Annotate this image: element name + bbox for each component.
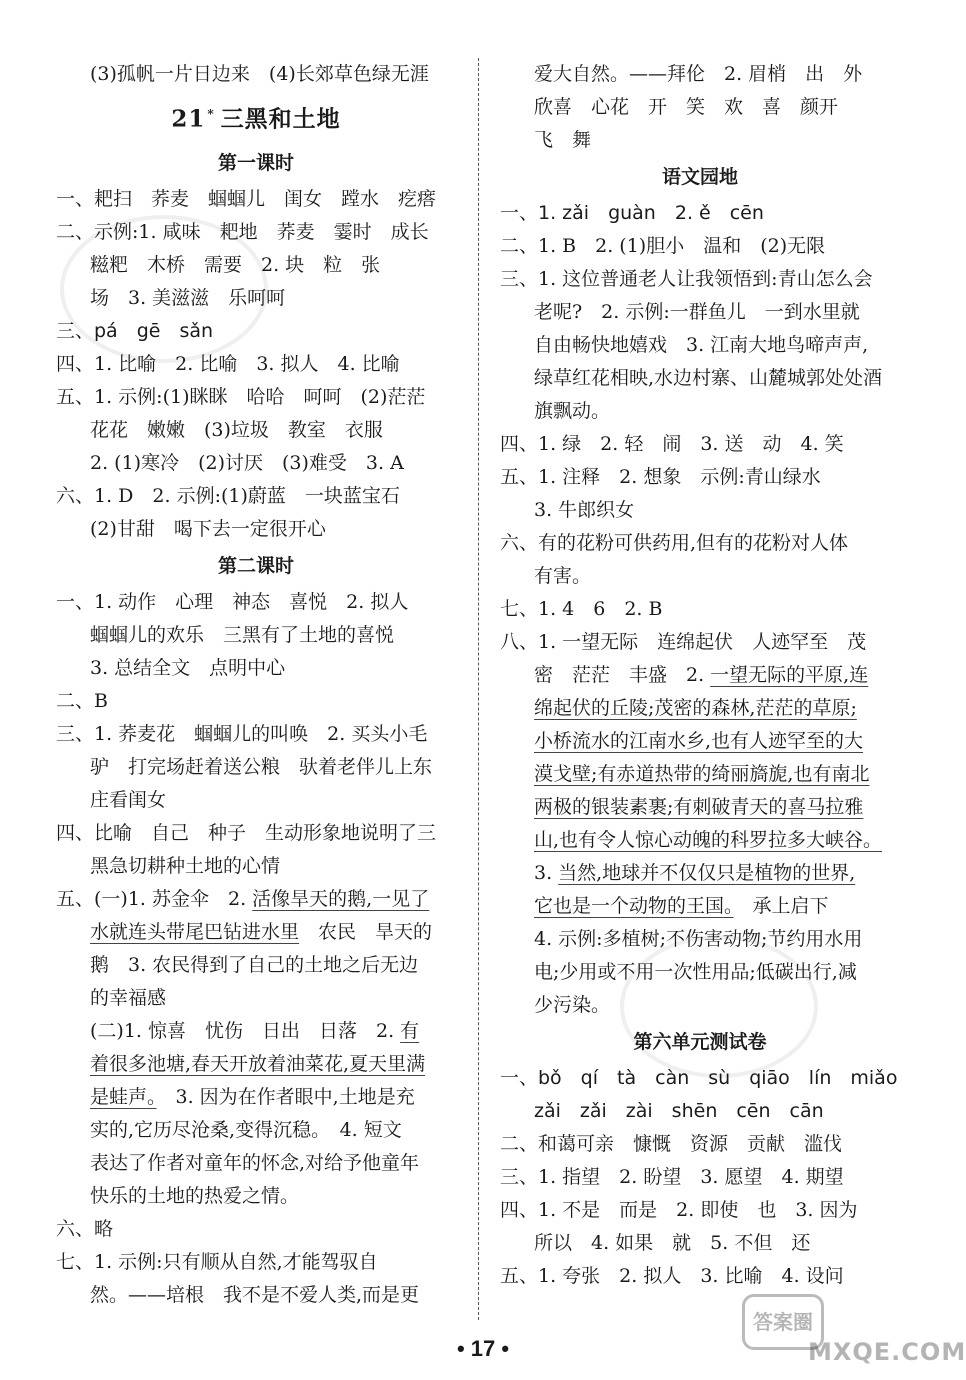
- section-heading-unit-test: 第六单元测试卷: [633, 1031, 767, 1053]
- answer-line: 二、B: [56, 689, 108, 712]
- answer-line: 场 3. 美滋滋 乐呵呵: [90, 286, 286, 309]
- underlined-answer: 绵起伏的丘陵;茂密的森林,茫茫的草原;: [534, 697, 857, 719]
- answer-line: [500, 824, 900, 857]
- answer-line: 二、示例:1. 咸味 耙地 荞麦 霎时 成长: [56, 220, 429, 243]
- underlined-answer: 是蛙声。: [90, 1085, 157, 1108]
- page-number: • 17 •: [456, 1336, 510, 1361]
- answer-line: [500, 857, 900, 890]
- answer-line: 然。——培根 我不是不爱人类,而是更: [90, 1283, 420, 1306]
- underlined-answer: 山,也有令人惊心动魄的科罗拉多大峡谷。: [534, 829, 883, 851]
- lesson-mark: *: [207, 107, 215, 121]
- answer-line: 驴 打完场赶着送公粮 驮着老伴儿上东: [90, 755, 433, 778]
- answer-text: (二)1. 惊喜 忧伤 日出 日落 2.: [90, 1019, 401, 1042]
- answer-line: 一、耙扫 荞麦 蝈蝈儿 闺女 蹚水 疙瘩: [56, 187, 437, 210]
- answer-line: 蝈蝈儿的欢乐 三黑有了土地的喜悦: [90, 623, 395, 646]
- answer-line: 的幸福感: [90, 986, 167, 1009]
- answer-line: [56, 883, 456, 916]
- answer-line: 一、1. zǎi guàn 2. ě cēn: [500, 202, 764, 224]
- answer-line: 六、略: [56, 1217, 114, 1240]
- answer-line: [500, 890, 900, 923]
- answer-line: [500, 758, 900, 791]
- answer-line: [56, 1015, 456, 1048]
- answer-line: 庄看闺女: [90, 788, 167, 811]
- underlined-answer: 漠戈壁;有赤道热带的绮丽旖旎,也有南北: [534, 763, 870, 785]
- answer-line: 二、和蔼可亲 慷慨 资源 贡献 滥伐: [500, 1133, 843, 1155]
- answer-text: 五、(一)1. 苏金伞 2.: [56, 887, 253, 910]
- answer-line: 三、1. 指望 2. 盼望 3. 愿望 4. 期望: [500, 1166, 844, 1188]
- answer-line: 表达了作者对童年的怀念,对给予他童年: [90, 1151, 420, 1174]
- answer-line: 四、比喻 自己 种子 生动形象地说明了三: [56, 821, 437, 844]
- answer-line: 四、1. 不是 而是 2. 即使 也 3. 因为: [500, 1199, 858, 1221]
- answer-line: 爱大自然。——拜伦 2. 眉梢 出 外: [534, 63, 863, 85]
- answer-line: [56, 1048, 456, 1081]
- underlined-answer: 它也是一个动物的王国。: [534, 895, 734, 917]
- underlined-answer: 有: [400, 1019, 420, 1042]
- answer-line: 三、pá gē sǎn: [56, 319, 214, 342]
- lesson-number: 21: [171, 105, 206, 133]
- answer-line: 欣喜 心花 开 笑 欢 喜 颜开: [534, 96, 839, 118]
- section-heading-lesson1: 第一课时: [217, 151, 294, 174]
- answer-line: 五、1. 注释 2. 想象 示例:青山绿水: [500, 466, 821, 488]
- answer-line: 糍粑 木桥 需要 2. 块 粒 张: [90, 253, 381, 276]
- answer-line: 快乐的土地的热爱之情。: [90, 1184, 300, 1207]
- answer-line: 绿草红花相映,水边村寨、山麓城郭处处酒: [534, 367, 883, 389]
- answer-line: 四、1. 绿 2. 轻 闹 3. 送 动 4. 笑: [500, 433, 844, 455]
- right-column: [500, 58, 900, 1293]
- answer-text: 密 茫茫 丰盛 2.: [534, 664, 711, 686]
- answer-line: [500, 725, 900, 758]
- underlined-answer: 水就连头带尾巴钻进水里: [90, 920, 300, 943]
- answer-line: 一、1. 动作 心理 神态 喜悦 2. 拟人: [56, 590, 409, 613]
- answer-text: 农民 旱天的: [299, 920, 433, 943]
- answer-line: 电;少用或不用一次性用品;低碳出行,减: [534, 961, 857, 983]
- underlined-answer: 当然,地球并不仅仅只是植物的世界,: [558, 862, 856, 884]
- answer-line: 自由畅快地嬉戏 3. 江南大地鸟啼声声,: [534, 334, 869, 356]
- underlined-answer: 着很多池塘,春天开放着油菜花,夏天里满: [90, 1052, 426, 1075]
- answer-line: 所以 4. 如果 就 5. 不但 还: [534, 1232, 811, 1254]
- answer-line: 五、1. 示例:(1)眯眯 哈哈 呵呵 (2)茫茫: [56, 385, 426, 408]
- answer-line: 少污染。: [534, 994, 611, 1016]
- answer-line: 黑急切耕种土地的心情: [90, 854, 281, 877]
- watermark-badge: 答案圈: [742, 1294, 824, 1350]
- answer-line: 飞 舞: [534, 129, 592, 151]
- answer-line: 旗飘动。: [534, 400, 611, 422]
- answer-line: 实的,它历尽沧桑,变得沉稳。 4. 短文: [90, 1118, 402, 1141]
- answer-line: 花花 嫩嫩 (3)垃圾 教室 衣服: [90, 418, 383, 441]
- underlined-answer: 活像旱天的鹅,一见了: [252, 887, 430, 910]
- answer-line: 4. 示例:多植树;不伤害动物;节约用水用: [534, 928, 863, 950]
- section-heading-yuwen: 语文园地: [661, 166, 738, 188]
- answer-line: 老呢? 2. 示例:一群鱼儿 一到水里就: [534, 301, 860, 323]
- answer-line: 七、1. 4 6 2. B: [500, 598, 663, 620]
- answer-line: 五、1. 夸张 2. 拟人 3. 比喻 4. 设问: [500, 1265, 844, 1287]
- answer-line: [56, 1081, 456, 1114]
- answer-text: 承上启下: [733, 895, 829, 917]
- answer-line: [500, 692, 900, 725]
- answer-line: 二、1. B 2. (1)胆小 温和 (2)无限: [500, 235, 826, 257]
- answer-line: [500, 791, 900, 824]
- underlined-answer: 一望无际的平原,连: [710, 664, 869, 686]
- answer-line: [56, 916, 456, 949]
- underlined-answer: 两极的银装素裹;有刺破青天的喜马拉雅: [534, 796, 864, 818]
- answer-line: 鹅 3. 农民得到了自己的土地之后无边: [90, 953, 419, 976]
- lesson-name: 三黑和土地: [220, 105, 341, 133]
- answer-line: 六、有的花粉可供药用,但有的花粉对人体: [500, 532, 849, 554]
- answer-line: 三、1. 荞麦花 蝈蝈儿的叫唤 2. 买头小毛: [56, 722, 428, 745]
- answer-line: (2)甘甜 喝下去一定很开心: [90, 517, 326, 540]
- answer-text: 3.: [534, 862, 559, 884]
- answer-line: 七、1. 示例:只有顺从自然,才能驾驭自: [56, 1250, 378, 1273]
- answer-line: [500, 659, 900, 692]
- answer-line: 2. (1)寒冷 (2)讨厌 (3)难受 3. A: [90, 451, 404, 474]
- answer-line: 八、1. 一望无际 连绵起伏 人迹罕至 茂: [500, 631, 867, 653]
- answer-line: 六、1. D 2. 示例:(1)蔚蓝 一块蓝宝石: [56, 484, 400, 507]
- column-divider: [478, 58, 479, 1320]
- answer-line: 有害。: [534, 565, 592, 587]
- answer-line: zǎi zǎi zài shēn cēn cān: [534, 1100, 824, 1122]
- section-heading-lesson2: 第二课时: [217, 554, 294, 577]
- lesson-title: [56, 91, 456, 143]
- watermark-text: MXQE.COM: [808, 1338, 966, 1366]
- answer-line: 三、1. 这位普通老人让我领悟到:青山怎么会: [500, 268, 873, 290]
- answer-text: 3. 因为在作者眼中,土地是充: [156, 1085, 415, 1108]
- answer-line: 一、bǒ qí tà càn sù qiāo lín miǎo: [500, 1067, 898, 1089]
- intro-line: (3)孤帆一片日边来 (4)长郊草色绿无涯: [90, 63, 429, 85]
- left-column: [56, 58, 456, 1312]
- answer-line: 3. 牛郎织女: [534, 499, 635, 521]
- answer-line: 3. 总结全文 点明中心: [90, 656, 286, 679]
- underlined-answer: 小桥流水的江南水乡,也有人迹罕至的大: [534, 730, 864, 752]
- answer-line: 四、1. 比喻 2. 比喻 3. 拟人 4. 比喻: [56, 352, 400, 375]
- watermark-logo: [742, 1294, 966, 1372]
